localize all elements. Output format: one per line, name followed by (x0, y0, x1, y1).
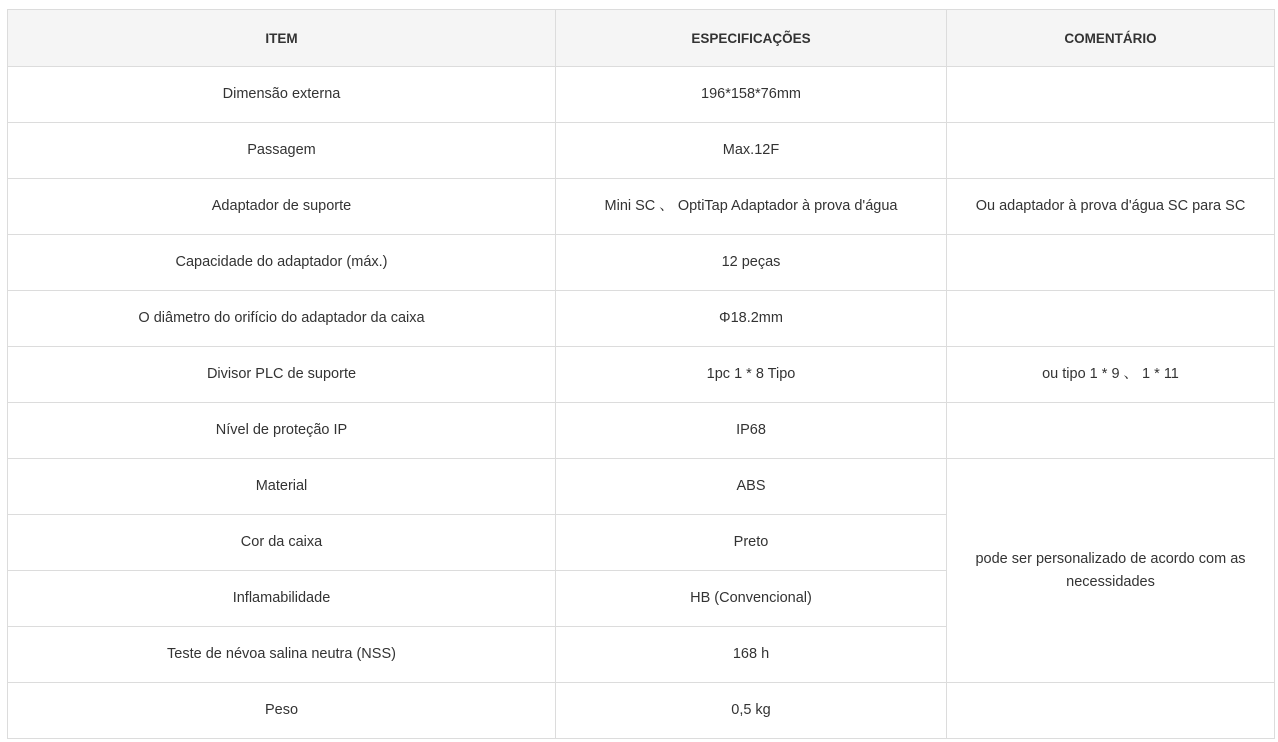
item-cell: O diâmetro do orifício do adaptador da caixa (8, 291, 556, 347)
table-row (8, 291, 1275, 347)
item-cell: Inflamabilidade (8, 571, 556, 627)
table-row (8, 459, 1275, 515)
comment-cell: Ou adaptador à prova d'água SC para SC (947, 179, 1275, 235)
table-row (8, 235, 1275, 291)
table-row (8, 179, 1275, 235)
comment-cell (947, 291, 1275, 347)
comment-cell: ou tipo 1 * 9 、 1 * 11 (947, 347, 1275, 403)
table-row (8, 683, 1275, 739)
header-item: ITEM (8, 10, 556, 67)
comment-cell (947, 235, 1275, 291)
header-comment: COMENTÁRIO (947, 10, 1275, 67)
spec-cell: HB (Convencional) (556, 571, 947, 627)
item-cell: Peso (8, 683, 556, 739)
item-cell: Nível de proteção IP (8, 403, 556, 459)
header-specifications: ESPECIFICAÇÕES (556, 10, 947, 67)
item-cell: Capacidade do adaptador (máx.) (8, 235, 556, 291)
header-row (8, 10, 1275, 67)
table-row (8, 123, 1275, 179)
spec-cell: Φ18.2mm (556, 291, 947, 347)
comment-cell (947, 403, 1275, 459)
item-cell: Material (8, 459, 556, 515)
item-cell: Adaptador de suporte (8, 179, 556, 235)
comment-cell (947, 123, 1275, 179)
item-cell: Dimensão externa (8, 67, 556, 123)
comment-cell (947, 683, 1275, 739)
table-row (8, 403, 1275, 459)
spec-cell: 1pc 1 * 8 Tipo (556, 347, 947, 403)
spec-cell: ABS (556, 459, 947, 515)
item-cell: Passagem (8, 123, 556, 179)
spec-cell: Mini SC 、 OptiTap Adaptador à prova d'água (556, 179, 947, 235)
item-cell: Teste de névoa salina neutra (NSS) (8, 627, 556, 683)
table-body (8, 67, 1275, 739)
spec-cell: 196*158*76mm (556, 67, 947, 123)
table-row (8, 67, 1275, 123)
spec-cell: IP68 (556, 403, 947, 459)
spec-cell: 168 h (556, 627, 947, 683)
table-header (8, 10, 1275, 67)
comment-cell (947, 67, 1275, 123)
spec-cell: Max.12F (556, 123, 947, 179)
item-cell: Divisor PLC de suporte (8, 347, 556, 403)
spec-cell: 12 peças (556, 235, 947, 291)
item-cell: Cor da caixa (8, 515, 556, 571)
spec-cell: 0,5 kg (556, 683, 947, 739)
specifications-table (7, 9, 1275, 739)
comment-cell-merged: pode ser personalizado de acordo com as necessidades (947, 459, 1275, 683)
table-row (8, 347, 1275, 403)
spec-cell: Preto (556, 515, 947, 571)
